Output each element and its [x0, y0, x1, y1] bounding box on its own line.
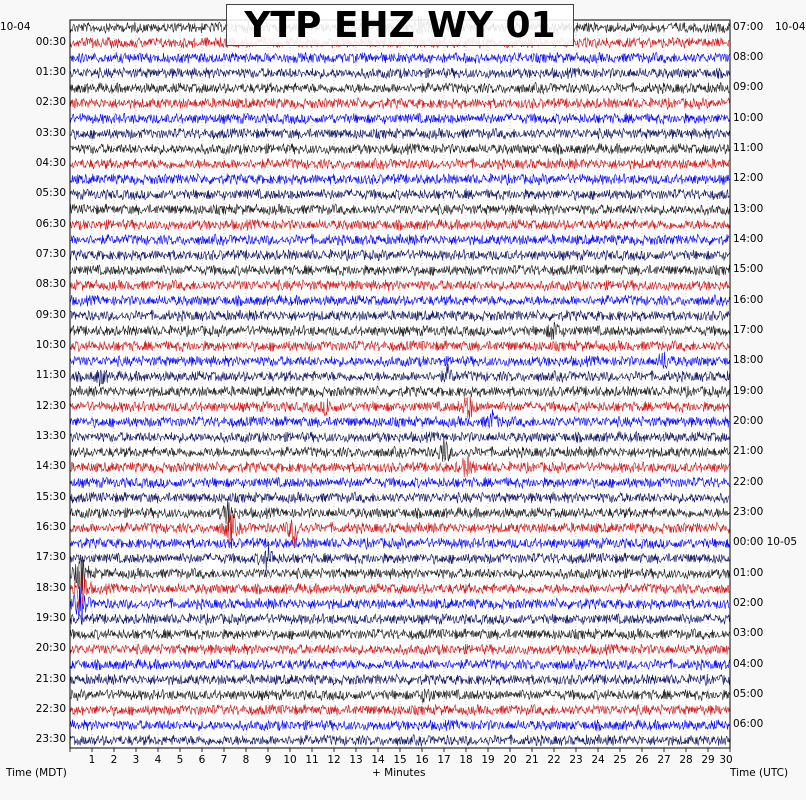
left-time-label: 03:30: [35, 126, 66, 139]
right-time-label: 20:00: [733, 414, 764, 427]
right-time-label: 02:00: [733, 596, 764, 609]
x-tick-label: 2: [110, 754, 118, 766]
left-time-label: 07:30: [35, 248, 66, 261]
date-label-left: 10-04: [0, 21, 31, 33]
x-tick-label: 16: [415, 754, 429, 766]
x-tick-label: 25: [613, 754, 627, 766]
left-time-label: 00:30: [35, 35, 66, 48]
x-tick-label: 12: [327, 754, 341, 766]
right-axis-label: Time (UTC): [730, 767, 789, 779]
left-time-label: 08:30: [35, 278, 66, 291]
right-time-label: 12:00: [733, 172, 764, 185]
x-tick-label: 10: [283, 754, 297, 766]
right-time-label: 11:00: [733, 141, 764, 154]
left-time-label: 04:30: [35, 157, 66, 170]
right-time-label: 10:00: [733, 111, 764, 124]
right-time-label: 13:00: [733, 202, 764, 215]
left-time-label: 12:30: [35, 399, 66, 412]
left-time-label: 05:30: [35, 187, 66, 200]
x-tick-label: 19: [481, 754, 495, 766]
left-time-label: 19:30: [35, 612, 66, 625]
left-time-label: 20:30: [35, 642, 66, 655]
right-time-label: 17:00: [733, 323, 764, 336]
x-tick-label: 7: [220, 754, 228, 766]
left-time-label: 11:30: [35, 369, 66, 382]
x-tick-label: 9: [264, 754, 272, 766]
left-time-label: 22:30: [35, 703, 66, 716]
right-time-label: 00:00 10-05: [733, 536, 798, 549]
right-time-label: 09:00: [733, 81, 764, 94]
right-time-label: 22:00: [733, 475, 764, 488]
left-time-label: 15:30: [35, 490, 66, 503]
x-tick-label: 23: [569, 754, 583, 766]
x-tick-label: 24: [591, 754, 605, 766]
x-tick-label: 20: [503, 754, 517, 766]
left-time-label: 01:30: [35, 66, 66, 79]
chart-title: YTP EHZ WY 01: [226, 4, 574, 46]
left-time-label: 16:30: [35, 521, 66, 534]
right-time-label: 18:00: [733, 354, 764, 367]
left-time-label: 13:30: [35, 430, 66, 443]
left-axis-label: Time (MDT): [6, 767, 67, 779]
right-time-label: 05:00: [733, 687, 764, 700]
right-time-label: 23:00: [733, 505, 764, 518]
x-tick-label: 28: [679, 754, 693, 766]
right-time-label: 01:00: [733, 566, 764, 579]
x-tick-label: 27: [657, 754, 671, 766]
right-time-label: 15:00: [733, 263, 764, 276]
left-time-label: 09:30: [35, 308, 66, 321]
right-time-label: 14:00: [733, 232, 764, 245]
x-tick-label: 14: [371, 754, 385, 766]
x-tick-label: 8: [242, 754, 250, 766]
left-time-label: 18:30: [35, 581, 66, 594]
x-tick-label: 4: [154, 754, 162, 766]
right-time-label: 06:00: [733, 718, 764, 731]
left-time-label: 02:30: [35, 96, 66, 109]
x-tick-label: 3: [132, 754, 140, 766]
right-time-label: 21:00: [733, 445, 764, 458]
right-time-label: 08:00: [733, 50, 764, 63]
x-tick-label: 21: [525, 754, 539, 766]
right-time-label: 07:00: [733, 20, 764, 33]
x-axis-label: + Minutes: [372, 767, 426, 779]
x-tick-label: 13: [349, 754, 363, 766]
x-tick-label: 11: [305, 754, 319, 766]
left-time-label: 14:30: [35, 460, 66, 473]
right-time-label: 03:00: [733, 627, 764, 640]
right-time-label: 16:00: [733, 293, 764, 306]
x-tick-label: 5: [176, 754, 184, 766]
x-tick-label: 1: [88, 754, 96, 766]
right-time-label: 04:00: [733, 657, 764, 670]
left-time-label: 17:30: [35, 551, 66, 564]
x-tick-label: 15: [393, 754, 407, 766]
x-tick-label: 18: [459, 754, 473, 766]
left-time-label: 23:30: [35, 733, 66, 746]
x-tick-label: 6: [198, 754, 206, 766]
right-time-label: 19:00: [733, 384, 764, 397]
left-time-label: 06:30: [35, 217, 66, 230]
x-tick-label: 26: [635, 754, 649, 766]
x-tick-label: 29: [701, 754, 715, 766]
left-time-label: 10:30: [35, 339, 66, 352]
x-tick-label: 30: [719, 754, 733, 766]
x-tick-label: 22: [547, 754, 561, 766]
x-tick-label: 17: [437, 754, 451, 766]
left-time-label: 21:30: [35, 672, 66, 685]
date-label-right: 10-04: [775, 21, 806, 33]
